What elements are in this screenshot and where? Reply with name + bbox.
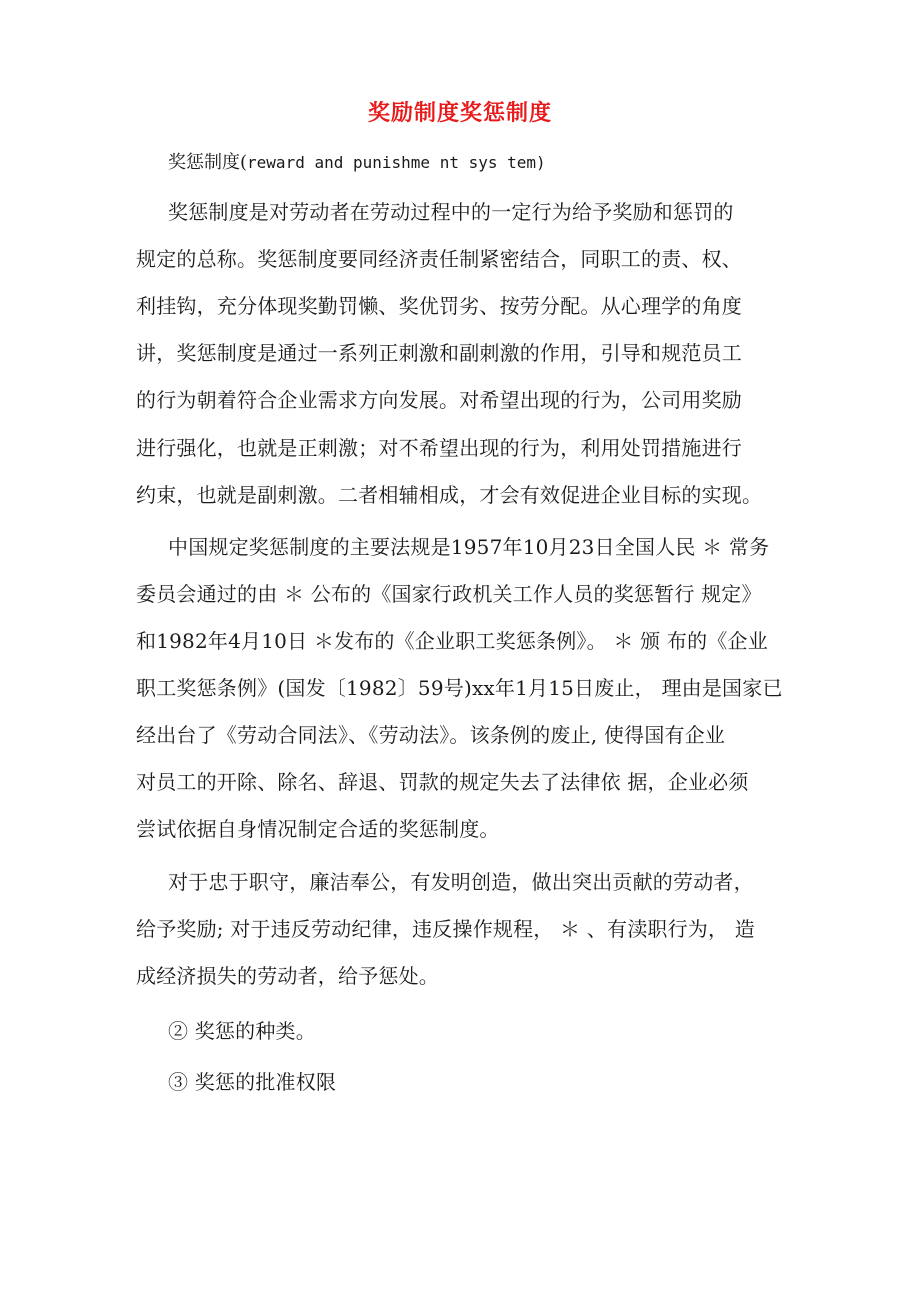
document-title: 奖励制度奖惩制度 [367,101,552,126]
paragraph3-line: 成经济损失的劳动者，给予惩处。 [136,964,439,988]
paragraph1-line: 规定的总称。奖惩制度要同经济责任制紧密结合，同职工的责、权、 [136,247,742,271]
paragraph1-line: 进行强化，也就是正刺激；对不希望出现的行为，利用处罚措施进行 [136,436,742,460]
paragraph2-line: 中国规定奖惩制度的主要法规是1957年10月23日全国人民 ＊ 常务 [168,535,770,559]
subtitle-chinese: 奖惩制度( [168,152,248,173]
subtitle [168,148,546,174]
paragraph1-line: 约束，也就是副刺激。二者相辅相成，才会有效促进企业目标的实现。 [136,483,763,507]
paragraph1-line: 的行为朝着符合企业需求方向发展。对希望出现的行为，公司用奖励 [136,388,742,412]
paragraph3-line: 给予奖励; 对于违反劳动纪律，违反操作规程， ＊ 、有渎职行为， 造 [136,917,755,941]
paragraph2-line: 经出台了《劳动合同法》、《劳动法》。该条例的废止, 使得国有企业 [136,723,726,747]
paragraph1-line: 讲，奖惩制度是通过一系列正刺激和副刺激的作用，引导和规范员工 [136,341,742,365]
list-item: ② 奖惩的种类。 [168,1019,316,1043]
paragraph2-line: 职工奖惩条例》(国发〔1982〕59号)xx年1月15日废止， 理由是国家已 [136,676,783,700]
paragraph3-line: 对于忠于职守，廉洁奉公，有发明创造，做出突出贡献的劳动者， [168,870,754,894]
paragraph2-line: 委员会通过的由 ＊ 公布的《国家行政机关工作人员的奖惩暂行 规定》 [136,582,762,606]
paragraph2-line: 对员工的开除、除名、辞退、罚款的规定失去了法律依 据，企业必须 [136,770,749,794]
paragraph2-line: 尝试依据自身情况制定合适的奖惩制度。 [136,817,500,841]
subtitle-english: reward and punishme nt sys tem) [247,153,546,172]
paragraph1-line: 利挂钩，充分体现奖勤罚懒、奖优罚劣、按劳分配。从心理学的角度 [136,294,742,318]
paragraph1-line: 奖惩制度是对劳动者在劳动过程中的一定行为给予奖励和惩罚的 [168,200,734,224]
paragraph2-line: 和1982年4月10日 ＊发布的《企业职工奖惩条例》。 ＊ 颁 布的《企业 [136,629,768,653]
list-item: ③ 奖惩的批准权限 [168,1070,337,1094]
